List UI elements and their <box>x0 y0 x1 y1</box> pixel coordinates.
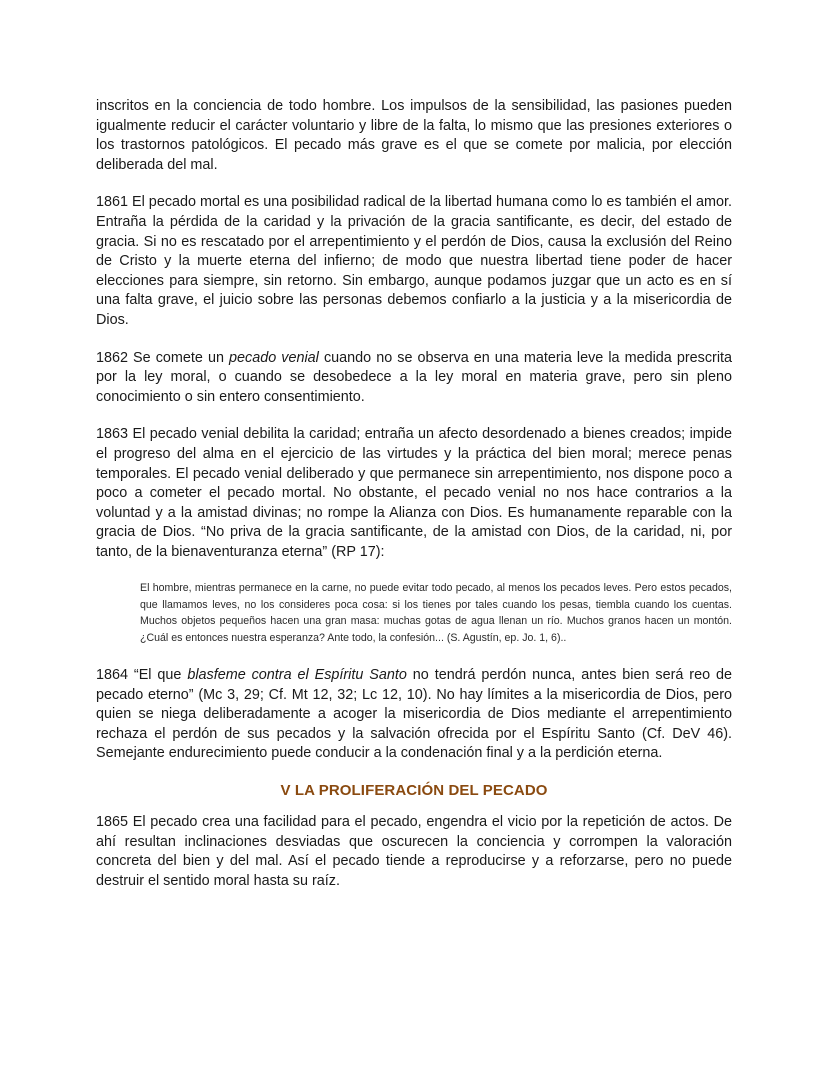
paragraph-1863: 1863 El pecado venial debilita la caridad; entraña un afecto desordenado a bienes creados; impide el progreso del alma en el ejercicio de las virtudes y la práctica del bien moral; merece penas temporales. El pecado venial deliberado y que permanece sin arrepentimiento, nos dispone poco a poco a cometer el pecado mortal. No obstante, el pecado venial no nos hace contrarios a la voluntad y a la amistad divinas; no rompe la Alianza con Dios. Es humanamente reparable con la gracia de Dios. “No priva de la gracia santificante, de la amistad con Dios, de la caridad, ni, por tanto, de la bienaventuranza eterna” (RP 17): <box>96 426 732 560</box>
paragraph-1864-emphasis: blasfeme contra el Espíritu Santo <box>187 667 407 684</box>
paragraph-continuation: inscritos en la conciencia de todo hombre. Los impulsos de la sensibilidad, las pasiones pueden igualmente reducir el carácter voluntario y libre de la falta, lo mismo que las presiones exteriores o los trastornos patológicos. El pecado más grave es el que se comete por malicia, por elección deliberada del mal. <box>96 98 732 173</box>
paragraph-1862-start: 1862 Se comete un <box>96 349 230 366</box>
paragraph-1862 <box>96 349 732 408</box>
paragraph-1865: 1865 El pecado crea una facilidad para el pecado, engendra el vicio por la repetición de actos. De ahí resultan inclinaciones desviadas que oscurecen la conciencia y corrompen la valoración concreta del bien y del mal. Así el pecado tiende a reproducirse y a reforzarse, pero no puede destruir el sentido moral hasta su raíz. <box>96 814 732 889</box>
paragraph-1864-start: 1864 “El que <box>96 667 188 684</box>
paragraph-1862-end: cuando no se observa en una materia leve la medida prescrita por la ley moral, o cuando se desobedece a la ley moral en materia grave, pero sin pleno conocimiento o sin entero consentimiento. <box>96 349 733 405</box>
paragraph-1864 <box>96 666 732 764</box>
paragraph-1864-end: no tendrá perdón nunca, antes bien será reo de pecado eterno” (Mc 3, 29; Cf. Mt 12, 32; Lc 12, 10). No hay límites a la misericordia de Dios, pero quien se niega deliberadamente a acoger la misericordia de Dios mediante el arrepentimiento rechaza el perdón de sus pecados y la salvación ofrecida por el Espíritu Santo (Cf. DeV 46). Semejante endurecimiento puede conducir a la condenación final y a la perdición eterna. <box>96 667 732 762</box>
document-page <box>96 97 732 909</box>
paragraph-1861: 1861 El pecado mortal es una posibilidad radical de la libertad humana como lo es también el amor. Entraña la pérdida de la caridad y la privación de la gracia santificante, es decir, del estado de gracia. Si no es rescatado por el arrepentimiento y el perdón de Dios, causa la exclusión del Reino de Cristo y la muerte eterna del infierno; de modo que nuestra libertad tiene poder de hacer elecciones para siempre, sin retorno. Sin embargo, aunque podamos juzgar que un acto es en sí una falta grave, el juicio sobre las personas debemos confiarlo a la justicia y a la misericordia de Dios. <box>96 194 732 328</box>
section-title: V LA PROLIFERACIÓN DEL PECADO <box>280 782 548 800</box>
augustine-quote: El hombre, mientras permanece en la carne, no puede evitar todo pecado, al menos los pecados leves. Pero estos pecados, que llamamos leves, no los consideres poca cosa: si los tienes por tales cuando los pesas, tiembla cuando los cuentas. Muchos objetos pequeños hacen una gran masa: muchas gotas de agua llenan un río. Muchos granos hacen un montón. ¿Cuál es entonces nuestra esperanza? Ante todo, la confesión... (S. Agustín, ep. Jo. 1, 6).. <box>140 582 732 644</box>
paragraph-1862-emphasis: pecado venial <box>229 349 319 366</box>
